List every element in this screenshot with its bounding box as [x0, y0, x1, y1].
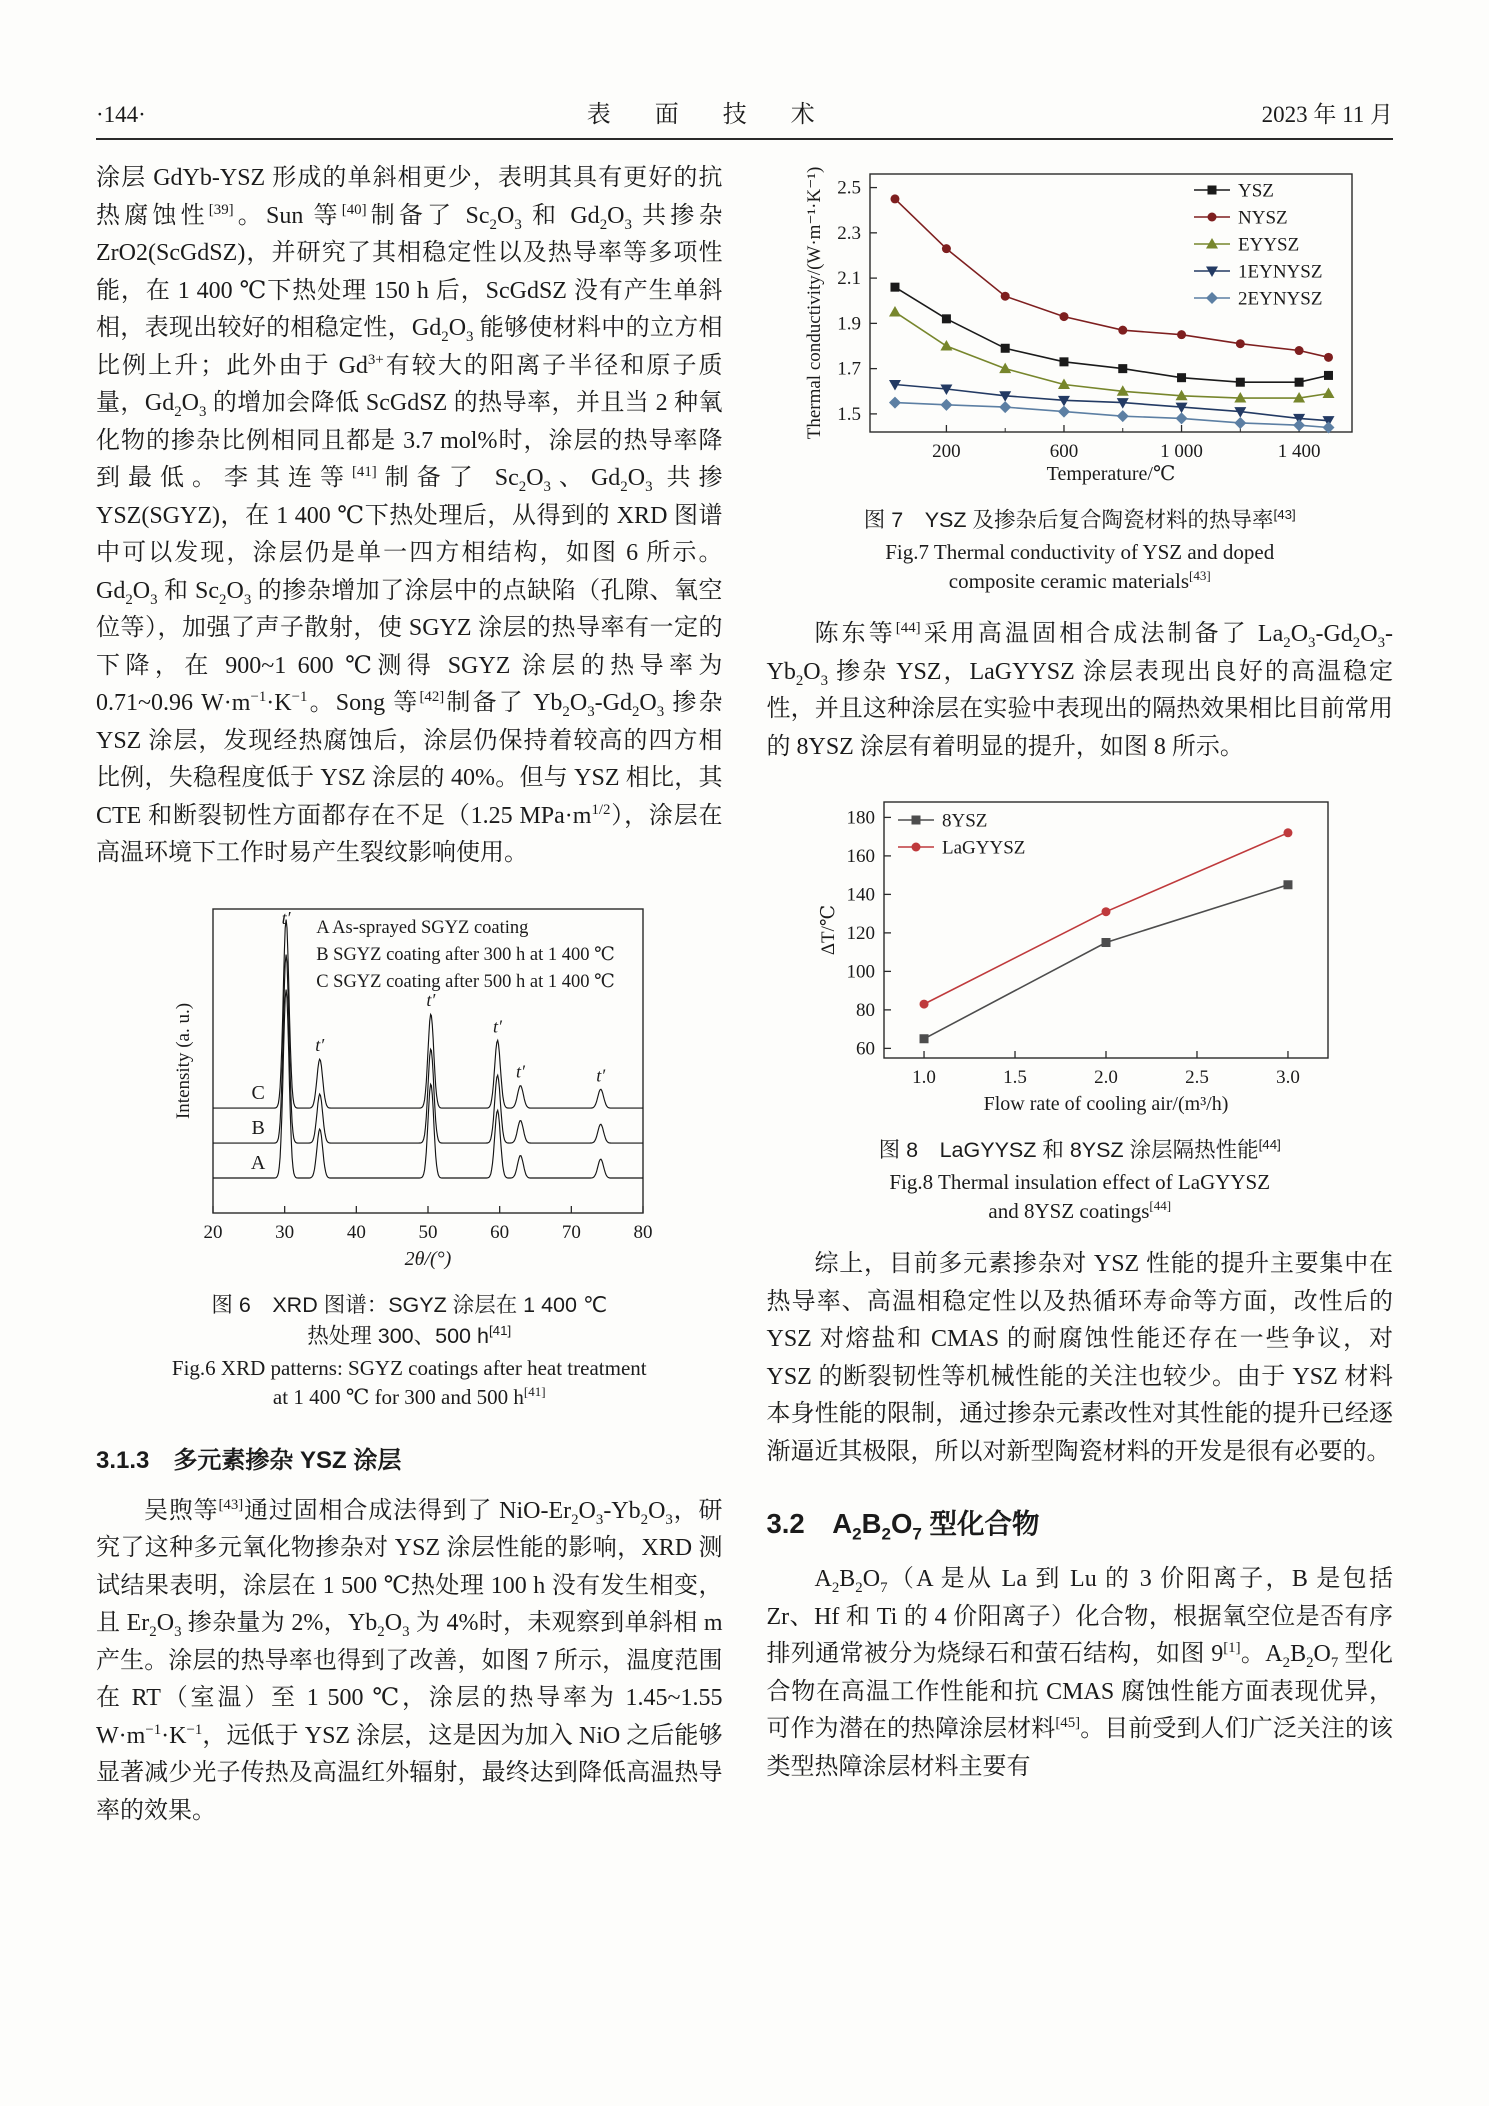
figure-6 — [96, 897, 723, 1412]
svg-text:80: 80 — [855, 999, 875, 1021]
fig8-caption-en: Fig.8 Thermal insulation effect of LaGYYSZ and 8YSZ coatings[44] — [889, 1170, 1271, 1223]
svg-text:1 000: 1 000 — [1159, 441, 1203, 462]
svg-text:2.5: 2.5 — [837, 177, 861, 199]
svg-text:40: 40 — [347, 1221, 367, 1243]
left-column — [96, 160, 723, 1830]
svg-text:2.0: 2.0 — [1093, 1067, 1118, 1088]
svg-text:30: 30 — [275, 1221, 295, 1243]
svg-text:C: C — [251, 1081, 266, 1104]
svg-text:2.5: 2.5 — [1184, 1067, 1209, 1088]
content-columns — [96, 160, 1393, 1830]
paragraph-nio-doping: 吴煦等[43]通过固相合成法得到了 NiO-$Er_2O_3-Yb_2O_3$，研究了这种多元氧化物掺杂对 YSZ 涂层性能的影响，XRD 测试结果表明，涂层在 1 500 ℃热处理 100 h 没有发生相变，且 $Er_2O_3$ 掺杂量为 2%，$Yb_2O_3$ 为 4%时，未观察到单斜相 m 产生。涂层的热导率也得到了改善，如图 7 所示，温度范围在 RT（室温）至 1 500 ℃，涂层的热导率为 1.45~1.55 $W\cdot m^{-1}\cdot K^{-1}$，远低于 YSZ 涂层，这是因为加入 NiO 之后能够显著减少光子传热及高温红外辐射，最终达到降低高温热导率的效果。 — [96, 1496, 723, 1824]
svg-text:NYSZ: NYSZ — [1237, 207, 1288, 229]
svg-text:t′: t′ — [281, 907, 291, 928]
svg-text:1.5: 1.5 — [1002, 1067, 1027, 1088]
svg-text:1EYNYSZ: 1EYNYSZ — [1237, 261, 1323, 283]
svg-text:Flow rate of cooling air/(m³/h: Flow rate of cooling air/(m³/h) — [983, 1093, 1229, 1115]
svg-text:1.5: 1.5 — [837, 403, 861, 425]
paragraph-a2b2o7: $A_2B_2O_7(A$ 是从 La 到 Lu 的 3 价阳离子，B 是包括 Zr、Hf 和 Ti 的 4 价阳离子）化合物，根据氧空位是否有序排列通常被分为烧绿石和萤石结构，如图 9[1]。$A_2B_2O_7$ 型化合物在高温工作性能和抗 CMAS 腐蚀性能方面表现优异，可作为潜在的热障涂层材料[45]。目前受到人们广泛关注的该类型热障涂层材料主要有 — [766, 1566, 1394, 1780]
fig7-caption — [767, 505, 1394, 596]
svg-text:t′: t′ — [596, 1064, 606, 1085]
svg-text:Thermal conductivity/(W·m⁻¹·K⁻: Thermal conductivity/(W·m⁻¹·K⁻¹) — [803, 166, 825, 440]
svg-text:1.9: 1.9 — [837, 313, 861, 335]
svg-text:2EYNYSZ: 2EYNYSZ — [1237, 288, 1323, 310]
svg-text:t′: t′ — [516, 1061, 526, 1082]
fig7-thermal-conductivity-chart — [790, 162, 1370, 497]
svg-text:140: 140 — [846, 884, 875, 906]
fig7-caption-en: Fig.7 Thermal conductivity of YSZ and doped composite ceramic materials[43] — [885, 540, 1275, 593]
journal-title: 表 面 技 术 — [586, 102, 821, 128]
svg-text:t′: t′ — [426, 989, 436, 1010]
svg-text:2.3: 2.3 — [837, 222, 861, 244]
svg-text:8YSZ: 8YSZ — [941, 810, 988, 832]
svg-text:50: 50 — [418, 1221, 438, 1243]
issue-date: 2023 年 11 月 — [1261, 102, 1393, 127]
svg-text:20: 20 — [203, 1221, 223, 1243]
figure-8 — [767, 790, 1394, 1226]
fig8-caption — [767, 1135, 1394, 1226]
section-heading-3-2: 3.2 $A_2B_2O_7$ 型化合物 — [766, 1508, 1040, 1544]
svg-text:Temperature/℃: Temperature/℃ — [1046, 463, 1176, 485]
svg-text:60: 60 — [855, 1038, 875, 1060]
svg-text:EYYSZ: EYYSZ — [1237, 234, 1299, 256]
page-header — [96, 94, 1393, 129]
page-number: ·144· — [96, 102, 146, 127]
fig8-thermal-insulation-chart — [810, 790, 1350, 1127]
svg-text:YSZ: YSZ — [1237, 180, 1274, 202]
svg-text:160: 160 — [846, 845, 875, 867]
svg-text:B: B — [251, 1116, 266, 1139]
svg-text:B SGYZ coating after 300 h at: B SGYZ coating after 300 h at 1 400 ℃ — [316, 944, 616, 965]
svg-text:1.0: 1.0 — [911, 1067, 936, 1088]
svg-text:1 400: 1 400 — [1277, 441, 1321, 462]
svg-text:A As-sprayed SGYZ coating: A As-sprayed SGYZ coating — [316, 917, 529, 938]
svg-text:ΔT/℃: ΔT/℃ — [817, 904, 839, 956]
header-divider — [96, 138, 1393, 140]
figure-7 — [767, 162, 1394, 596]
svg-text:70: 70 — [562, 1221, 582, 1243]
svg-text:100: 100 — [846, 961, 875, 983]
svg-text:LaGYYSZ: LaGYYSZ — [941, 837, 1026, 859]
svg-text:3.0: 3.0 — [1275, 1067, 1300, 1088]
fig8-caption-cn: 图 8 LaGYYSZ 和 8YSZ 涂层隔热性能[44] — [878, 1136, 1281, 1162]
paragraph-summary: 综上，目前多元素掺杂对 YSZ 性能的提升主要集中在热导率、高温相稳定性以及热循环寿命等方面，改性后的 YSZ 对熔盐和 CMAS 的耐腐蚀性能还存在一些争议，对 YSZ 的断裂韧性等机械性能的关注也较少。由于 YSZ 材料本身性能的限制，通过掺杂元素改性对其性能的提升已经逐渐逼近其极限，所以对新型陶瓷材料的开发是很有必要的。 — [766, 1251, 1393, 1465]
right-column — [767, 160, 1394, 1830]
fig6-caption-cn: 图 6 XRD 图谱：SGYZ 涂层在 1 400 ℃ 热处理 300、500 h[41] — [211, 1292, 608, 1348]
svg-text:C SGYZ coating after 500 h at: C SGYZ coating after 500 h at 1 400 ℃ — [316, 971, 616, 992]
fig6-caption — [96, 1290, 723, 1412]
fig6-caption-en: Fig.6 XRD patterns: SGYZ coatings after heat treatment at 1 400 ℃ for 300 and 500 h[41] — [171, 1355, 647, 1409]
svg-text:2.1: 2.1 — [837, 268, 861, 290]
svg-text:180: 180 — [846, 807, 875, 829]
fig6-xrd-chart — [159, 897, 659, 1282]
svg-text:200: 200 — [931, 441, 961, 462]
section-heading-3-1-3: 3.1.3 多元素掺杂 YSZ 涂层 — [96, 1446, 402, 1474]
svg-text:t′: t′ — [493, 1015, 503, 1036]
svg-text:80: 80 — [633, 1221, 653, 1243]
svg-text:Intensity (a. u.): Intensity (a. u.) — [173, 1002, 195, 1119]
paragraph-lagyysz: 陈东等[44]采用高温固相合成法制备了 $La_2O_3-Gd_2O_3-Yb_2O_3$ 掺杂 YSZ，LaGYYSZ 涂层表现出良好的高温稳定性，并且这种涂层在实验中表现出的隔热效果相比目前常用的 8YSZ 涂层有着明显的提升，如图 8 所示。 — [766, 620, 1394, 760]
svg-text:120: 120 — [846, 922, 875, 944]
svg-text:600: 600 — [1049, 441, 1078, 462]
fig7-caption-cn: 图 7 YSZ 及掺杂后复合陶瓷材料的热导率[43] — [863, 506, 1296, 532]
svg-text:1.7: 1.7 — [837, 358, 861, 380]
svg-text:60: 60 — [490, 1221, 510, 1243]
paragraph-scgdsz: 涂层 GdYb-YSZ 形成的单斜相更少，表明其具有更好的抗热腐蚀性[39]。Sun 等[40]制备了 $Sc_2O_3$ 和 $Gd_2O_3$ 共掺杂 ZrO2(ScGdSZ)，并研究了其相稳定性以及热导率等多项性能，在 1 400 ℃下热处理 150 h 后，ScGdSZ 没有产生单斜相，表现出较好的相稳定性，$Gd_2O_3$ 能够使材料中的立方相比例上升；此外由于 $Gd^{3+}$有较大的阳离子半径和原子质量，$Gd_2O_3$ 的增加会降低 ScGdSZ 的热导率，并且当 2 种氧化物的掺杂比例相同且都是 3.7 mol%时，涂层的热导率降到最低。李其连等[41]制备了 $Sc_2O_3$、$Gd_2O_3$ 共掺 YSZ(SGYZ)，在 1 400 ℃下热处理后，从得到的 XRD 图谱中可以发现，涂层仍是单一四方相结构，如图 6 所示。$Gd_2O_3$ 和 $Sc_2O_3$ 的掺杂增加了涂层中的点缺陷（孔隙、氧空位等），加强了声子散射，使 SGYZ 涂层的热导率有一定的下降，在 900~1 600 ℃测得 SGYZ 涂层的热导率为 0.71~0.96 $W\cdot m^{-1}\cdot K^{-1}$。Song 等[42]制备了 $Yb_2O_3-Gd_2O_3$ 掺杂 YSZ 涂层，发现经热腐蚀后，涂层仍保持着较高的四方相比例，失稳程度低于 YSZ 涂层的 40%。但与 YSZ 相比，其 CTE 和断裂韧性方面都存在不足（1.25 $MPa\cdot m^{1/2}$），涂层在高温环境下工作时易产生裂纹影响使用。 — [96, 165, 723, 866]
svg-text:A: A — [251, 1151, 266, 1174]
svg-text:2θ/(°): 2θ/(°) — [404, 1247, 452, 1270]
svg-text:t′: t′ — [315, 1034, 325, 1055]
